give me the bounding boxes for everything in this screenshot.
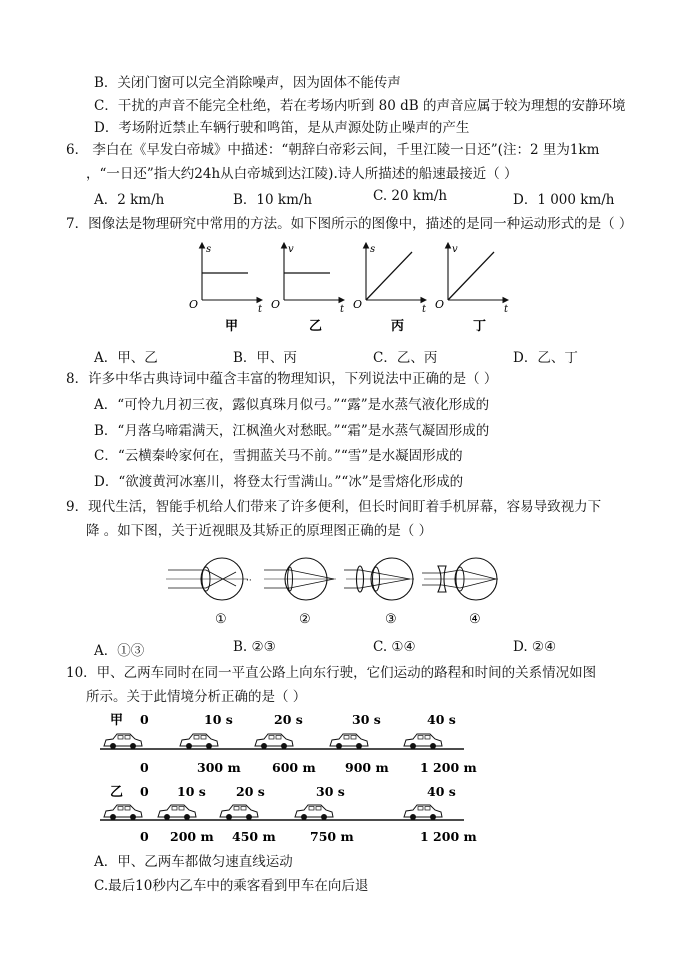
- graph-jia-caption: 甲: [225, 319, 239, 334]
- q10-stem-line2: 所示。关于此情境分析正确的是（ ）: [86, 689, 307, 705]
- graph-ding: [435, 243, 509, 334]
- eye-diagram-3: [344, 558, 414, 627]
- q9-stem-line2: 降 。如下图，关于近视眼及其矫正的原理图正确的是（ ）: [86, 523, 433, 539]
- q6-option-b: B．10 km/h: [233, 192, 313, 208]
- eye-diagram-1-label: ①: [215, 612, 227, 627]
- q10-option-a: A．甲、乙两车都做匀速直线运动: [94, 854, 293, 870]
- car-a-time: 10 s: [204, 712, 233, 727]
- graph-yi-x-label: t: [340, 304, 345, 315]
- q10-car-motion-figure: [96, 708, 476, 848]
- car-b-icon: [104, 805, 142, 820]
- q10-stem-line1: 10．甲、乙两车同时在同一平直公路上向东行驶，它们运动的路程和时间的关系情况如图: [66, 665, 597, 681]
- car-b-distance: 0: [140, 829, 149, 844]
- q7-option-a: A．甲、乙: [94, 350, 158, 366]
- car-b-time: 20 s: [236, 784, 265, 799]
- q9-option-a: A．①③: [94, 643, 145, 659]
- car-b-time: 10 s: [177, 784, 206, 799]
- car-a-distance: 600 m: [272, 760, 316, 775]
- graph-bing-origin: O: [353, 298, 363, 311]
- q7-option-b: B．甲、丙: [233, 350, 297, 366]
- graph-bing-caption: 丙: [391, 319, 405, 334]
- car-a-icon: [180, 734, 218, 749]
- q7-option-d: D．乙、丁: [513, 350, 578, 366]
- car-b-icon: [404, 805, 442, 820]
- graph-ding-caption: 丁: [473, 319, 487, 334]
- q7-options: [94, 346, 654, 364]
- svg-text:··: ··: [246, 576, 252, 586]
- graph-ding-origin: O: [435, 298, 445, 311]
- eye-diagram-4: [422, 558, 498, 627]
- graph-bing-x-label: t: [422, 304, 427, 315]
- q6-option-c: C. 20 km/h: [373, 188, 448, 204]
- q5-option-d: D．考场附近禁止车辆行驶和鸣笛，是从声源处防止噪声的产生: [94, 120, 470, 136]
- q7-option-c: C．乙、丙: [373, 350, 438, 366]
- q7-stem: 7．图像法是物理研究中常用的方法。如下图所示的图像中，描述的是同一种运动形式的是（ ）: [66, 216, 633, 232]
- graph-jia: [189, 243, 263, 334]
- q9-option-d: D. ②④: [513, 639, 557, 655]
- graph-bing: [353, 243, 427, 334]
- car-a-icon: [404, 734, 442, 749]
- car-b-icon: [220, 805, 258, 820]
- car-b-label: 乙: [110, 785, 124, 800]
- q9-options: [94, 639, 654, 657]
- graph-ding-y-label: v: [452, 244, 458, 255]
- q7-motion-graphs: [180, 238, 520, 336]
- graph-bing-y-label: s: [370, 244, 376, 255]
- graph-jia-x-label: t: [258, 304, 263, 315]
- car-b-time: 40 s: [427, 784, 456, 799]
- q5-option-b: B．关闭门窗可以完全消除噪声，因为固体不能传声: [94, 75, 401, 91]
- eye-diagram-1: [166, 558, 252, 627]
- graph-yi: [271, 243, 345, 334]
- car-a-distance: 1 200 m: [420, 760, 477, 775]
- car-a-icon: [255, 734, 293, 749]
- q6-options: [94, 188, 654, 206]
- car-a-time: 20 s: [274, 712, 303, 727]
- car-b-distance: 200 m: [170, 829, 214, 844]
- graph-yi-y-label: v: [288, 244, 294, 255]
- car-b-icon: [295, 805, 333, 820]
- car-a-icon: [330, 734, 368, 749]
- q10-option-c: C.最后10秒内乙车中的乘客看到甲车在向后退: [94, 878, 369, 894]
- q8-stem: 8．许多中华古典诗词中蕴含丰富的物理知识，下列说法中正确的是（ ）: [66, 371, 498, 387]
- car-a-label: 甲: [110, 713, 124, 728]
- eye-diagram-2: [264, 558, 336, 627]
- graph-yi-origin: O: [271, 298, 281, 311]
- q8-option-a: A．“可怜九月初三夜，露似真珠月似弓。”“露”是水蒸气液化形成的: [94, 397, 490, 413]
- car-b-distance: 750 m: [310, 829, 354, 844]
- car-a-distance: 300 m: [197, 760, 241, 775]
- eye-diagram-2-label: ②: [299, 612, 311, 627]
- q8-option-c: C．“云横秦岭家何在，雪拥蓝关马不前。”“雪”是水凝固形成的: [94, 448, 463, 464]
- car-b-time: 0: [140, 784, 149, 799]
- graph-jia-y-label: s: [206, 244, 212, 255]
- car-b-icon: [158, 805, 196, 820]
- car-b-distance: 450 m: [232, 829, 276, 844]
- car-a-time: 40 s: [427, 712, 456, 727]
- car-a-distance: 900 m: [345, 760, 389, 775]
- car-a-time: 30 s: [352, 712, 381, 727]
- eye-diagram-4-label: ④: [469, 612, 481, 627]
- car-a-icon: [104, 734, 142, 749]
- car-a-distance: 0: [140, 760, 149, 775]
- q9-stem-line1: 9．现代生活，智能手机给人们带来了许多便利，但长时间盯着手机屏幕，容易导致视力下: [66, 499, 602, 515]
- car-a-time: 0: [140, 712, 149, 727]
- q5-option-c: C．干扰的声音不能完全杜绝，若在考场内听到 80 dB 的声音应属于较为理想的安静环境: [94, 98, 626, 114]
- car-b-distance: 1 200 m: [420, 829, 477, 844]
- graph-ding-x-label: t: [504, 304, 509, 315]
- q9-option-b: B. ②③: [233, 639, 276, 655]
- q9-eye-diagrams: [160, 546, 520, 628]
- q8-option-b: B．“月落乌啼霜满天，江枫渔火对愁眠。”“霜”是水蒸气凝固形成的: [94, 423, 490, 439]
- eye-diagram-3-label: ③: [385, 612, 397, 627]
- q6-option-a: A．2 km/h: [94, 192, 165, 208]
- q6-option-d: D．1 000 km/h: [513, 192, 615, 208]
- graph-jia-origin: O: [189, 298, 199, 311]
- car-b-time: 30 s: [316, 784, 345, 799]
- q6-stem-line2: ，“一日还”指大约24h从白帝城到达江陵).诗人所描述的船速最接近（ ）: [86, 166, 518, 182]
- q8-option-d: D．“欲渡黄河冰塞川，将登太行雪满山。”“冰”是雪熔化形成的: [94, 474, 464, 490]
- q6-stem-line1: 6． 李白在《早发白帝城》中描述：“朝辞白帝彩云间，千里江陵一日还”(注：2 里为1km: [66, 142, 600, 158]
- graph-yi-caption: 乙: [309, 319, 323, 334]
- q9-option-c: C. ①④: [373, 639, 416, 655]
